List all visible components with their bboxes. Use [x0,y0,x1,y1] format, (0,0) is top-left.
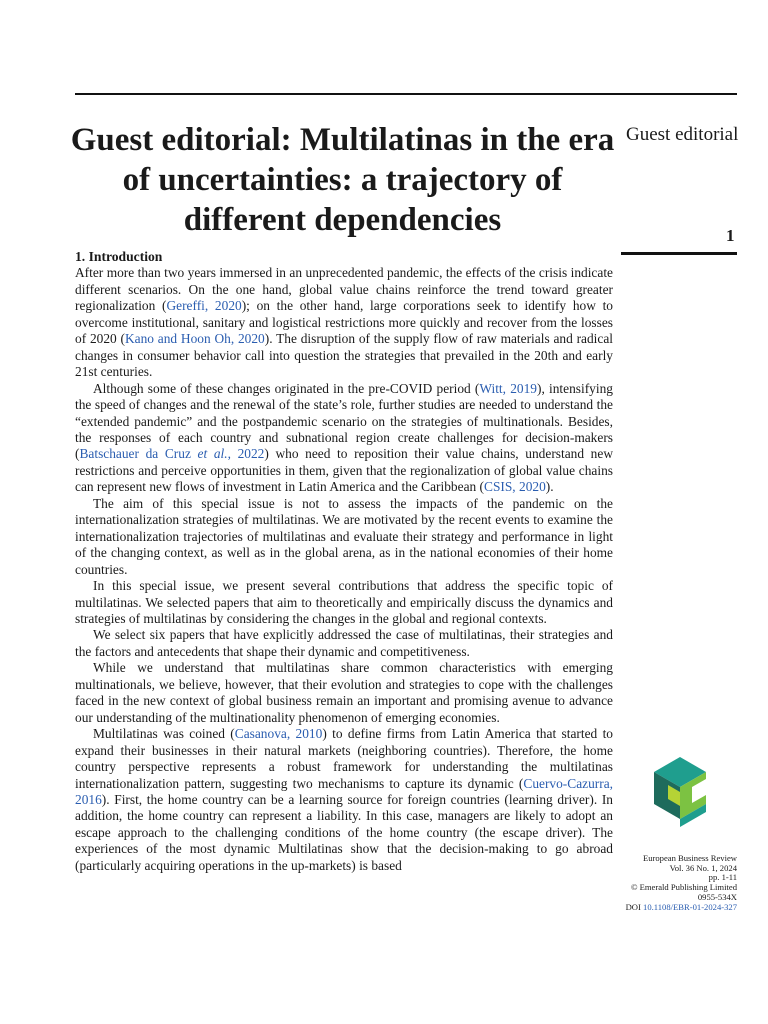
paragraph-text: After more than two years immersed in an unprecedented pandemic, the effects of the crisis indicate different scenarios. On the one hand, global value chains reinforce the trend toward greater regionalization ( [75,265,613,314]
paragraph-text: We select six papers that have explicitly addressed the case of multilatinas, their strategies and the factors and antecedents that shape their dynamic and competitiveness. [75,627,613,659]
paragraph-text: While we understand that multilatinas share common characteristics with emerging multinationals, we believe, however, that their evolution and strategies to cope with the challenges faced in the new context of global business remain an important and promising avenue to advance our understanding of the multinationality phenomenon of emerging economies. [75,660,613,725]
citation-link[interactable]: CSIS, 2020 [484,479,546,495]
doi-link[interactable]: 10.1108/EBR-01-2024-327 [643,901,737,912]
paragraph-text: In this special issue, we present several contributions that address the specific topic of multilatinas. We selected papers that aim to theoretically and empirically discuss the dynamics and strategies of multilatinas by considering the changes in the global and regional contexts. [75,578,613,626]
paragraph [75,578,613,627]
paragraph-text: ); on the other hand, large corporations seek to identify how to overcome institutional, sanitary and logistical restrictions more quickly and recover from the losses of 2020 ( [75,298,613,347]
paragraph-text: ), intensifying the speed of changes and the renewal of the state’s role, further studies are needed to understand the “extended pandemic” and the postpandemic scenario on the strategies of multinationals. Besides, the responses of each country and subnational region create challenges for decision-makers ( [75,380,613,462]
citation-link[interactable]: , 2022 [227,446,265,462]
journal-publisher: © Emerald Publishing Limited [630,882,737,893]
section-heading: 1. Introduction [75,249,163,264]
citation-link[interactable]: Witt, 2019 [479,380,537,396]
citation-link[interactable]: Batschauer da Cruz [79,446,198,462]
paragraph-text: ) to define firms from Latin America that started to expand their businesses in their natural markets (neighboring countries). Therefore, the home country perspective represents a robust framework for understanding the multilatinas internationalization pattern, suggesting two mechanisms to capture its dynamic ( [75,726,613,791]
citation-link[interactable]: Gereffi, 2020 [166,298,242,314]
citation-link[interactable]: et al. [197,446,228,462]
emerald-logo [647,757,739,829]
paragraph [75,496,613,578]
paragraph-text: ). [545,479,554,495]
citation-link[interactable]: Cuervo-Cazurra, 2016 [75,775,613,807]
journal-doi-line [596,903,737,913]
paragraph-list [75,265,613,874]
top-rule [75,93,737,95]
citation-link[interactable]: Kano and Hoon Oh, 2020 [124,331,265,347]
paragraph-text: ). First, the home country can be a learning source for foreign countries (learning driver). In addition, the home country can represent a liability. In this case, managers are likely to adopt an escape approach to the challenging conditions of the home country (the escape driver). The experiences of the most dynamic Multilatinas show that the decision-making to go abroad (particularly acquiring operations in the up-markets) is based [75,791,613,873]
journal-pages: pp. 1-11 [708,872,737,883]
journal-name: European Business Review [642,853,737,863]
paragraph-text: Multilatinas was coined ( [93,726,235,742]
paragraph-text: ). The disruption of the supply flow of raw materials and radical changes in consumer behavior call into question the strategies that prevailed in the 20th and early 21st centuries. [75,331,613,380]
paragraph-text: Although some of these changes originated in the pre-COVID period ( [93,380,480,396]
paragraph-text: The aim of this special issue is not to assess the impacts of the pandemic on the internationalization strategies of multilatinas. We are motivated by the recent events to examine the internationalization trajectories of multilatinas and evaluate their strategy and performance in light of the changing context, as well as in the global arena, as in the national economies of their home countries. [75,495,613,577]
journal-volume: Vol. 36 No. 1, 2024 [669,862,737,873]
paragraph-text: ) who need to reposition their value chains, understand new restrictions and perceive opportunities in them, given that the regionalization of global value chains can represent new flows of investment in Latin America and the Caribbean ( [75,446,613,495]
article-title: Guest editorial: Multilatinas in the era of uncertainties: a trajectory of different dependencies [70,122,615,238]
doi-prefix: DOI [625,901,644,912]
journal-info [596,854,737,912]
page-number: 1 [726,226,735,245]
paragraph [75,265,613,380]
paragraph [75,660,613,726]
paragraph [75,627,613,660]
citation-link[interactable]: Casanova, 2010 [234,726,323,742]
paragraph [75,381,613,496]
running-head: Guest editorial [626,124,739,145]
page-number-rule [621,252,737,255]
paragraph [75,726,613,874]
article-body [75,249,613,874]
journal-issn: 0955-534X [697,891,737,902]
